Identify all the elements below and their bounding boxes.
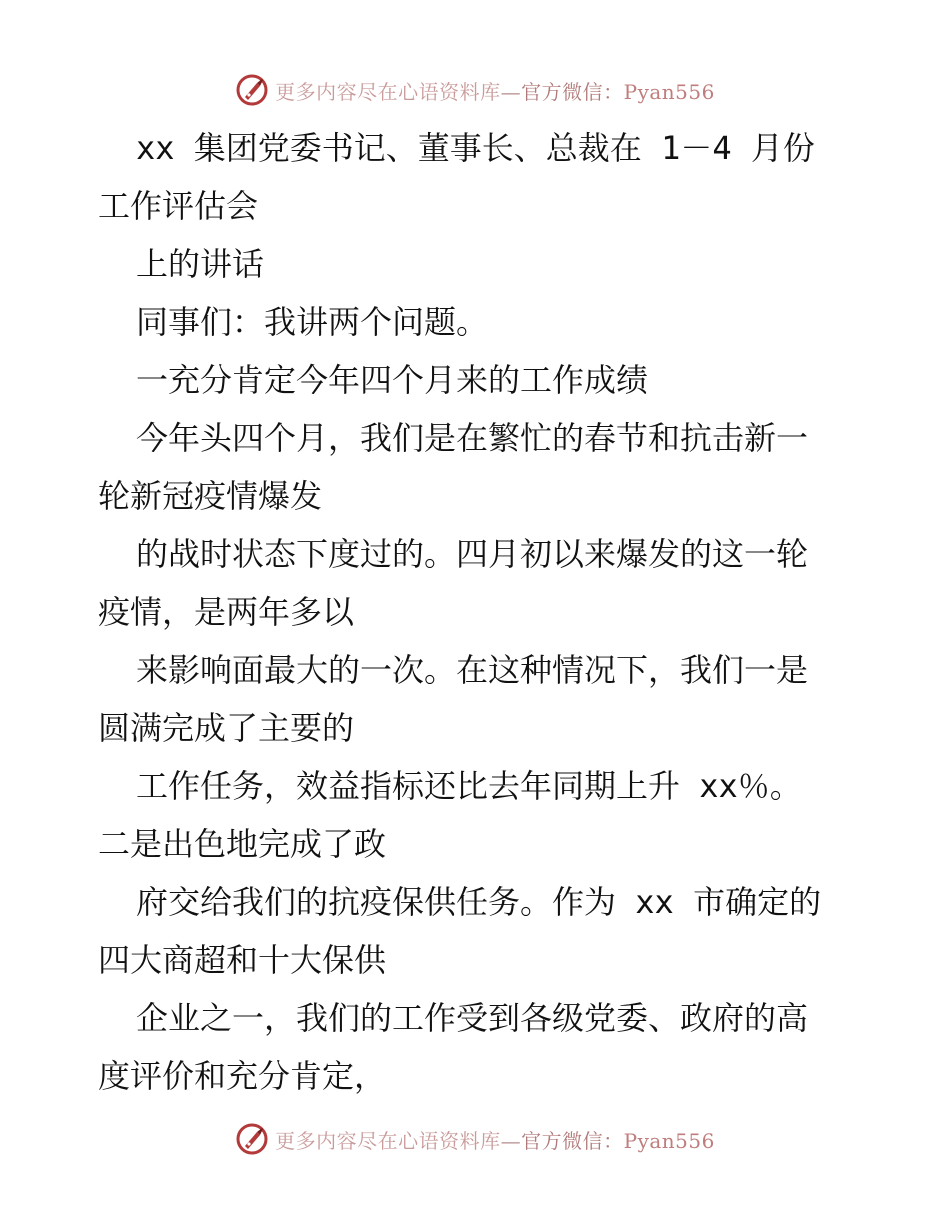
text-line: 工作评估会 [98, 187, 259, 225]
text-line: 来影响面最大的一次。在这种情况下，我们一是 [136, 651, 809, 689]
watermark-wechat-id: Pyan556 [623, 79, 715, 104]
text-line: 疫情，是两年多以 [98, 593, 355, 631]
text-line: 一充分肯定今年四个月来的工作成绩 [136, 361, 649, 399]
text-line: 轮新冠疫情爆发 [98, 477, 323, 515]
watermark-site-text: 更多内容尽在心语资料库 [275, 1128, 501, 1153]
text-line: 上的讲话 [136, 245, 265, 283]
text-line: 企业之一，我们的工作受到各级党委、政府的高 [136, 999, 809, 1037]
text-line: 圆满完成了主要的 [98, 709, 355, 747]
text-line: 工作任务，效益指标还比去年同期上升 xx％。 [136, 767, 802, 805]
footer-watermark [0, 1119, 950, 1159]
watermark-text [275, 76, 715, 105]
header-watermark [0, 70, 950, 110]
pen-nib-logo-icon [235, 73, 269, 107]
watermark-site-text: 更多内容尽在心语资料库 [275, 79, 501, 104]
text-line: 的战时状态下度过的。四月初以来爆发的这一轮 [136, 535, 809, 573]
text-line: 今年头四个月，我们是在繁忙的春节和抗击新一 [136, 419, 809, 457]
pen-nib-logo-icon [235, 1122, 269, 1156]
text-line: 四大商超和十大保供 [98, 941, 387, 979]
watermark-text [275, 1125, 715, 1154]
text-line: 府交给我们的抗疫保供任务。作为 xx 市确定的 [136, 883, 822, 921]
text-line: 同事们：我讲两个问题。 [136, 303, 489, 341]
watermark-separator: — [500, 79, 522, 104]
watermark-wechat-label: 官方微信： [521, 1128, 624, 1153]
text-line: 二是出色地完成了政 [98, 825, 387, 863]
watermark-separator: — [500, 1128, 522, 1153]
text-line: 度评价和充分肯定， [98, 1057, 387, 1095]
watermark-wechat-label: 官方微信： [521, 79, 624, 104]
watermark-wechat-id: Pyan556 [623, 1128, 715, 1153]
text-line: xx 集团党委书记、董事长、总裁在 1－4 月份 [136, 129, 815, 167]
